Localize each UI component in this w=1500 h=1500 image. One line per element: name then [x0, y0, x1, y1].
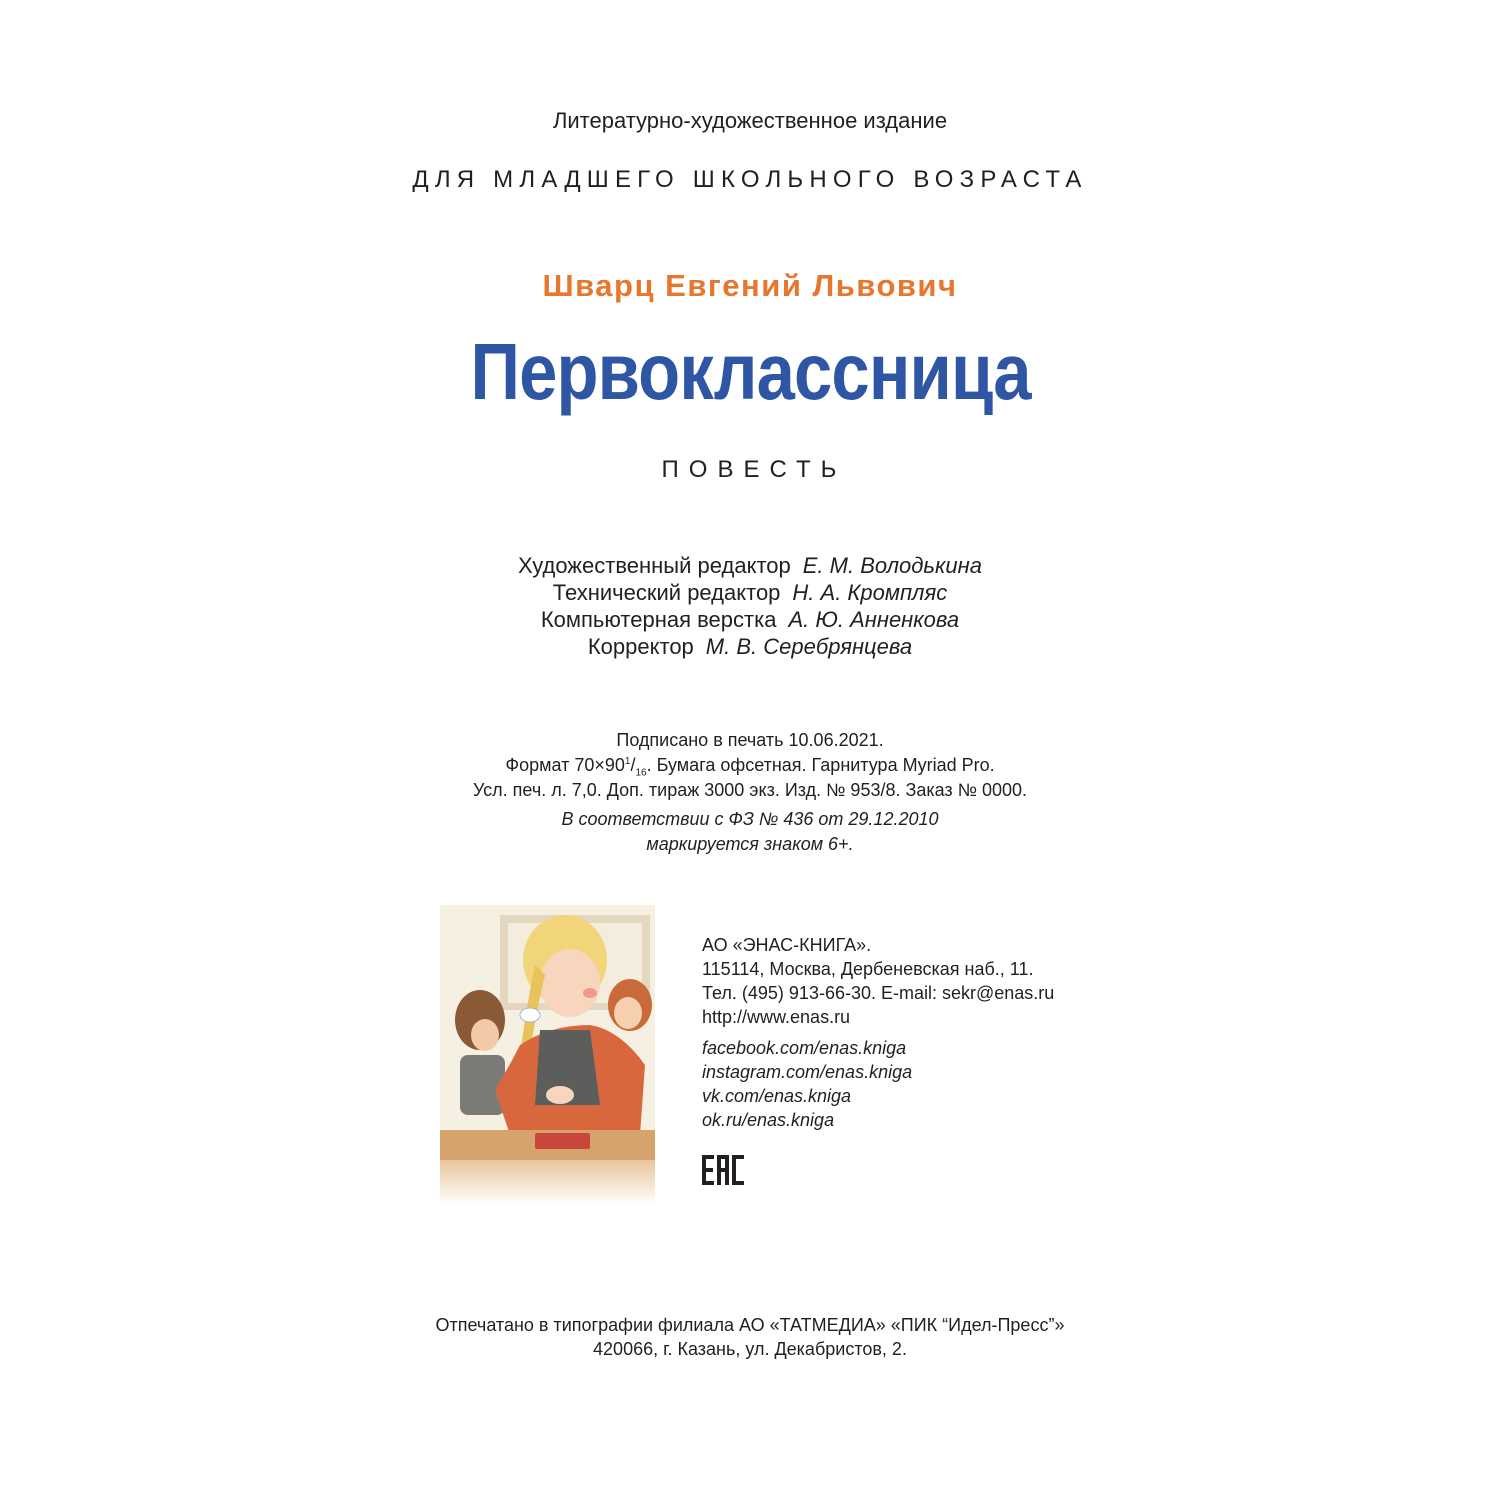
printer-address: 420066, г. Казань, ул. Декабристов, 2.	[593, 1339, 907, 1359]
social-links	[702, 1036, 1054, 1132]
eac-certification-icon	[702, 1155, 744, 1185]
social-link-vk[interactable]: vk.com/enas.kniga	[702, 1086, 852, 1106]
author-name: Шварц Евгений Львович	[542, 268, 958, 303]
format-sub: 16	[635, 767, 647, 779]
format-prefix: Формат 70×90	[505, 755, 625, 775]
book-subtitle: ПОВЕСТЬ	[661, 456, 847, 483]
credit-row	[0, 552, 1500, 579]
credit-row	[0, 606, 1500, 633]
credit-name: Н. А. Кромпляс	[792, 580, 948, 605]
signed-date: Подписано в печать 10.06.2021.	[616, 730, 884, 750]
publisher-contacts: Тел. (495) 913-66-30. E-mail: sekr@enas.ru	[702, 983, 1055, 1003]
social-link-instagram[interactable]: instagram.com/enas.kniga	[702, 1062, 913, 1082]
credit-role: Корректор	[587, 634, 694, 659]
social-link-ok[interactable]: ok.ru/enas.kniga	[702, 1110, 835, 1130]
social-link-facebook[interactable]: facebook.com/enas.kniga	[702, 1038, 907, 1058]
printer-block	[0, 1313, 1500, 1361]
credit-row	[0, 633, 1500, 660]
credit-role: Компьютерная верстка	[540, 607, 777, 632]
credit-name: М. В. Серебрянцева	[705, 634, 913, 659]
imprint-block	[0, 728, 1500, 857]
format-line: Формат $70\times 90^1/_{16}$. Бумага офсетная. Гарнитура Myriad Pro.	[505, 755, 995, 779]
printer-name: Отпечатано в типографии филиала АО «ТАТМЕДИА» «ПИК “Идел-Пресс”»	[435, 1315, 1065, 1335]
publisher-website[interactable]: http://www.enas.ru	[702, 1007, 851, 1027]
law-notice-line1: В соответствии с ФЗ № 436 от 29.12.2010	[561, 809, 939, 829]
publisher-name: АО «ЭНАС-КНИГА».	[702, 935, 872, 955]
format-sup: 1	[624, 756, 631, 767]
edition-type: Литературно-художественное издание	[552, 108, 948, 133]
print-info: Усл. печ. л. 7,0. Доп. тираж 3000 экз. Изд. № 953/8. Заказ № 0000.	[472, 780, 1028, 800]
credit-row	[0, 579, 1500, 606]
schoolgirl-illustration	[440, 905, 655, 1205]
publisher-block	[702, 933, 1054, 1132]
credit-name: Е. М. Володькина	[802, 553, 982, 578]
credit-role: Технический редактор	[552, 580, 781, 605]
publisher-address: 115114, Москва, Дербеневская наб., 11.	[702, 959, 1034, 979]
book-title: Первоклассница	[470, 327, 1031, 416]
credit-name: А. Ю. Анненкова	[788, 607, 960, 632]
age-group-label: ДЛЯ МЛАДШЕГО ШКОЛЬНОГО ВОЗРАСТА	[412, 166, 1088, 193]
credits-block	[0, 552, 1500, 660]
law-notice-line2: маркируется знаком 6+.	[646, 834, 854, 854]
credit-role: Художественный редактор	[518, 553, 791, 578]
format-suffix: . Бумага офсетная. Гарнитура Myriad Pro.	[646, 755, 995, 775]
